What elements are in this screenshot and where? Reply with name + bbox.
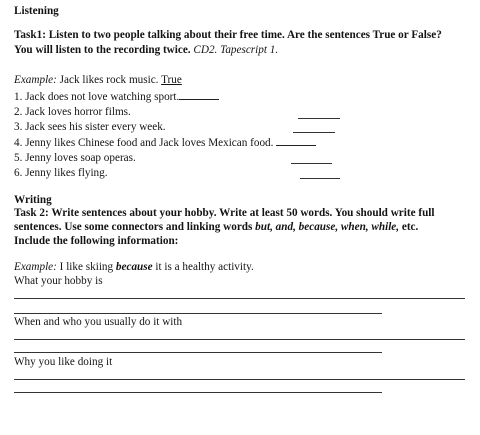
task2-instruction-line2	[14, 221, 418, 234]
example-answer: True	[161, 74, 182, 86]
listening-example	[14, 74, 182, 87]
answer-blank-6[interactable]	[300, 178, 340, 179]
task1-tapescript-ref: CD2. Tapescript 1.	[193, 44, 279, 56]
task2-instruction-line1: Task 2: Write sentences about your hobby. Write at least 50 words. You should write full	[14, 207, 435, 219]
writing-line[interactable]	[14, 313, 382, 314]
writing-heading: Writing	[14, 194, 52, 206]
example-after: it is a healthy activity.	[155, 261, 254, 273]
answer-blank-5[interactable]	[291, 163, 332, 164]
task2-instruction-line3: Include the following information:	[14, 235, 179, 247]
task1-instruction-line2	[14, 44, 278, 57]
task2-etc: etc.	[401, 221, 419, 233]
writing-line[interactable]	[14, 352, 382, 353]
task2-connectors-text: sentences. Use some connectors and linking words	[14, 221, 253, 233]
prompt-why: Why you like doing it	[14, 356, 113, 368]
example-before: I like skiing	[59, 261, 114, 273]
answer-blank[interactable]	[276, 136, 316, 146]
task2-connector-words: but, and, because, when, while,	[255, 221, 400, 233]
example-keyword: because	[115, 261, 153, 273]
answer-blank[interactable]	[179, 90, 219, 100]
statement-4	[14, 136, 316, 150]
statement-3: 3. Jack sees his sister every week.	[14, 121, 166, 133]
statement-2: 2. Jack loves horror films.	[14, 106, 131, 118]
prompt-when-who: When and who you usually do it with	[14, 316, 183, 328]
listening-heading: Listening	[14, 5, 59, 17]
statement-6: 6. Jenny likes flying.	[14, 167, 108, 179]
example-label: Example:	[14, 74, 57, 86]
answer-blank-3[interactable]	[293, 132, 335, 133]
writing-line[interactable]	[14, 392, 382, 393]
example-label: Example:	[14, 261, 57, 273]
task1-recording-note: You will listen to the recording twice.	[14, 44, 191, 56]
prompt-hobby: What your hobby is	[14, 275, 103, 287]
task1-instruction-line1: Task1: Listen to two people talking about their free time. Are the sentences True or False?	[14, 29, 442, 41]
writing-line[interactable]	[14, 298, 465, 299]
writing-line[interactable]	[14, 379, 465, 380]
statement-text: 4. Jenny likes Chinese food and Jack loves Mexican food.	[14, 137, 274, 149]
statement-text: 1. Jack does not love watching sport.	[14, 91, 180, 103]
statement-5: 5. Jenny loves soap operas.	[14, 152, 136, 164]
writing-line[interactable]	[14, 339, 465, 340]
statement-1	[14, 90, 219, 104]
answer-blank-2[interactable]	[298, 118, 340, 119]
writing-example	[14, 261, 254, 274]
example-sentence: Jack likes rock music.	[59, 74, 159, 86]
